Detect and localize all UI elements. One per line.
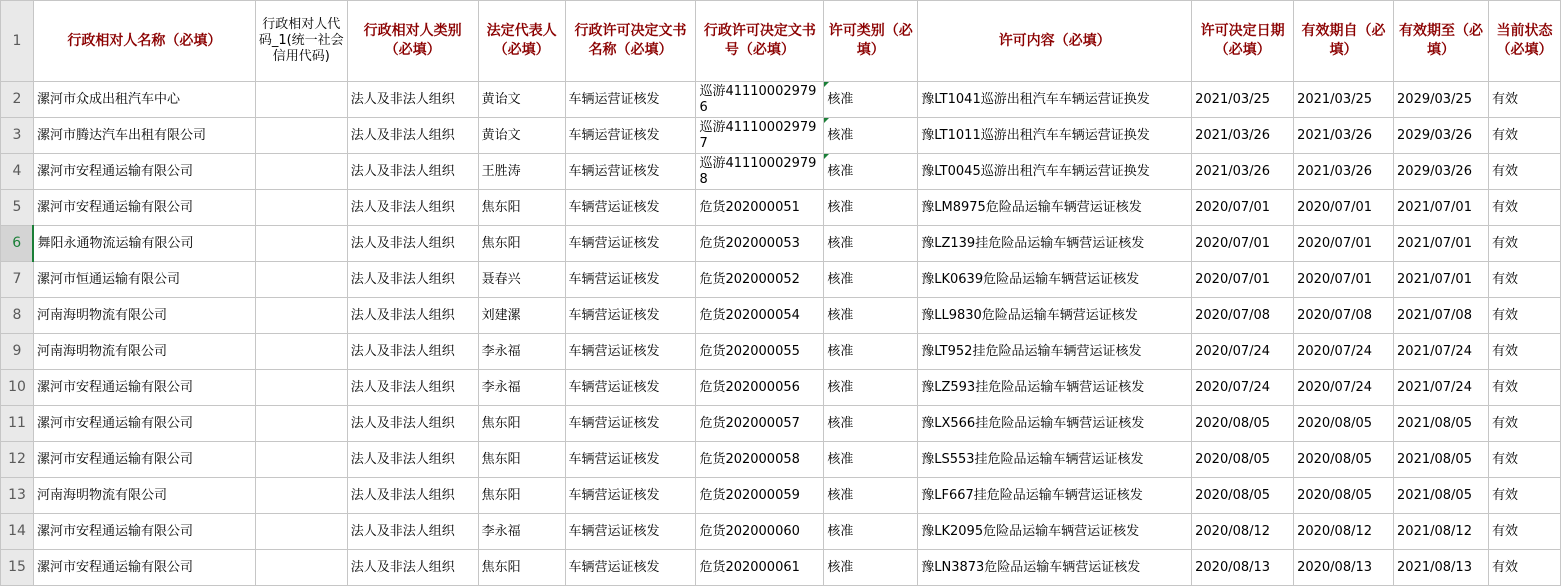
cell-rep[interactable]: 黄诒文: [478, 118, 565, 154]
row-number[interactable]: 11: [1, 406, 34, 442]
cell-content[interactable]: 豫LK0639危险品运输车辆营运证核发: [918, 262, 1192, 298]
cell-status[interactable]: 有效: [1488, 226, 1560, 262]
cell-from[interactable]: 2020/07/01: [1294, 262, 1394, 298]
cell-content[interactable]: 豫LL9830危险品运输车辆营运证核发: [918, 298, 1192, 334]
row-number[interactable]: 6: [1, 226, 34, 262]
cell-name[interactable]: 漯河市腾达汽车出租有限公司: [33, 118, 255, 154]
row-number[interactable]: 12: [1, 442, 34, 478]
cell-docno[interactable]: 危货202000058: [696, 442, 824, 478]
cell-date[interactable]: 2020/07/08: [1192, 298, 1294, 334]
cell-rep[interactable]: 李永福: [478, 334, 565, 370]
cell-to[interactable]: 2021/07/08: [1394, 298, 1489, 334]
row-number[interactable]: 2: [1, 82, 34, 118]
cell-docno[interactable]: 危货202000056: [696, 370, 824, 406]
cell-date[interactable]: 2020/08/05: [1192, 478, 1294, 514]
cell-type[interactable]: 核准: [824, 154, 918, 190]
cell-content[interactable]: 豫LF667挂危险品运输车辆营运证核发: [918, 478, 1192, 514]
cell-date[interactable]: 2020/07/01: [1192, 190, 1294, 226]
cell-name[interactable]: 漯河市安程通运输有限公司: [33, 406, 255, 442]
cell-content[interactable]: 豫LN3873危险品运输车辆营运证核发: [918, 550, 1192, 586]
cell-category[interactable]: 法人及非法人组织: [347, 334, 478, 370]
row-number[interactable]: 7: [1, 262, 34, 298]
table-row: [1, 298, 1561, 334]
cell-category[interactable]: 法人及非法人组织: [347, 550, 478, 586]
cell-doc[interactable]: 车辆营运证核发: [565, 550, 696, 586]
cell-status[interactable]: 有效: [1488, 118, 1560, 154]
row-number[interactable]: 1: [1, 1, 34, 82]
cell-rep[interactable]: 焦东阳: [478, 406, 565, 442]
cell-name[interactable]: 漯河市众成出租汽车中心: [33, 82, 255, 118]
cell-status[interactable]: 有效: [1488, 262, 1560, 298]
cell-code[interactable]: [255, 334, 347, 370]
cell-content[interactable]: 豫LS553挂危险品运输车辆营运证核发: [918, 442, 1192, 478]
header-cell-to[interactable]: 有效期至（必填）: [1394, 1, 1489, 82]
cell-type[interactable]: 核准: [824, 370, 918, 406]
cell-code[interactable]: [255, 118, 347, 154]
cell-type[interactable]: 核准: [824, 262, 918, 298]
cell-type[interactable]: 核准: [824, 82, 918, 118]
header-cell-doc[interactable]: 行政许可决定文书名称（必填）: [565, 1, 696, 82]
table-row: [1, 406, 1561, 442]
cell-content[interactable]: 豫LT1011巡游出租汽车车辆运营证换发: [918, 118, 1192, 154]
header-cell-code[interactable]: 行政相对人代码_1(统一社会信用代码): [255, 1, 347, 82]
table-row: [1, 478, 1561, 514]
cell-docno[interactable]: 危货202000052: [696, 262, 824, 298]
cell-docno[interactable]: 巡游411100029798: [696, 154, 824, 190]
cell-rep[interactable]: 焦东阳: [478, 190, 565, 226]
row-number[interactable]: 3: [1, 118, 34, 154]
table-row: [1, 334, 1561, 370]
row-number[interactable]: 14: [1, 514, 34, 550]
cell-content[interactable]: 豫LT952挂危险品运输车辆营运证核发: [918, 334, 1192, 370]
table-row: [1, 550, 1561, 586]
cell-code[interactable]: [255, 442, 347, 478]
cell-doc[interactable]: 车辆营运证核发: [565, 226, 696, 262]
table-row: [1, 118, 1561, 154]
table-row: [1, 82, 1561, 118]
cell-from[interactable]: 2020/07/01: [1294, 226, 1394, 262]
cell-type[interactable]: 核准: [824, 514, 918, 550]
cell-status[interactable]: 有效: [1488, 550, 1560, 586]
cell-category[interactable]: 法人及非法人组织: [347, 226, 478, 262]
cell-content[interactable]: 豫LT1041巡游出租汽车车辆运营证换发: [918, 82, 1192, 118]
cell-rep[interactable]: 王胜涛: [478, 154, 565, 190]
cell-code[interactable]: [255, 226, 347, 262]
cell-doc[interactable]: 车辆营运证核发: [565, 190, 696, 226]
cell-code[interactable]: [255, 82, 347, 118]
cell-name[interactable]: 河南海明物流有限公司: [33, 334, 255, 370]
header-cell-date[interactable]: 许可决定日期（必填）: [1192, 1, 1294, 82]
cell-code[interactable]: [255, 298, 347, 334]
cell-type[interactable]: 核准: [824, 334, 918, 370]
cell-docno[interactable]: 危货202000057: [696, 406, 824, 442]
cell-date[interactable]: 2021/03/26: [1192, 154, 1294, 190]
cell-date[interactable]: 2021/03/25: [1192, 82, 1294, 118]
cell-to[interactable]: 2029/03/26: [1394, 118, 1489, 154]
cell-doc[interactable]: 车辆营运证核发: [565, 298, 696, 334]
cell-rep[interactable]: 聂春兴: [478, 262, 565, 298]
cell-content[interactable]: 豫LX566挂危险品运输车辆营运证核发: [918, 406, 1192, 442]
cell-to[interactable]: 2021/08/13: [1394, 550, 1489, 586]
cell-from[interactable]: 2021/03/26: [1294, 118, 1394, 154]
cell-to[interactable]: 2021/08/05: [1394, 406, 1489, 442]
table-row: [1, 514, 1561, 550]
cell-doc[interactable]: 车辆营运证核发: [565, 406, 696, 442]
cell-name[interactable]: 河南海明物流有限公司: [33, 478, 255, 514]
cell-category[interactable]: 法人及非法人组织: [347, 370, 478, 406]
cell-docno[interactable]: 危货202000060: [696, 514, 824, 550]
cell-to[interactable]: 2021/07/24: [1394, 334, 1489, 370]
cell-from[interactable]: 2021/03/26: [1294, 154, 1394, 190]
cell-to[interactable]: 2021/07/01: [1394, 262, 1489, 298]
cell-to[interactable]: 2029/03/25: [1394, 82, 1489, 118]
row-number[interactable]: 9: [1, 334, 34, 370]
row-number[interactable]: 15: [1, 550, 34, 586]
cell-rep[interactable]: 刘建漯: [478, 298, 565, 334]
cell-from[interactable]: 2020/08/05: [1294, 442, 1394, 478]
cell-category[interactable]: 法人及非法人组织: [347, 154, 478, 190]
cell-doc[interactable]: 车辆营运证核发: [565, 442, 696, 478]
cell-category[interactable]: 法人及非法人组织: [347, 406, 478, 442]
cell-docno[interactable]: 危货202000061: [696, 550, 824, 586]
header-cell-rep[interactable]: 法定代表人（必填）: [478, 1, 565, 82]
cell-rep[interactable]: 焦东阳: [478, 478, 565, 514]
cell-name[interactable]: 漯河市安程通运输有限公司: [33, 550, 255, 586]
cell-name[interactable]: 漯河市安程通运输有限公司: [33, 190, 255, 226]
table-row: [1, 262, 1561, 298]
row-number[interactable]: 10: [1, 370, 34, 406]
cell-date[interactable]: 2020/08/05: [1192, 442, 1294, 478]
cell-code[interactable]: [255, 550, 347, 586]
cell-status[interactable]: 有效: [1488, 406, 1560, 442]
cell-to[interactable]: 2021/07/01: [1394, 226, 1489, 262]
cell-code[interactable]: [255, 154, 347, 190]
cell-date[interactable]: 2021/03/26: [1192, 118, 1294, 154]
cell-to[interactable]: 2021/07/24: [1394, 370, 1489, 406]
cell-name[interactable]: 漯河市安程通运输有限公司: [33, 154, 255, 190]
cell-docno[interactable]: 巡游411100029797: [696, 118, 824, 154]
cell-status[interactable]: 有效: [1488, 190, 1560, 226]
cell-date[interactable]: 2020/07/01: [1192, 262, 1294, 298]
cell-to[interactable]: 2021/08/12: [1394, 514, 1489, 550]
cell-category[interactable]: 法人及非法人组织: [347, 514, 478, 550]
header-cell-status[interactable]: 当前状态（必填）: [1488, 1, 1560, 82]
cell-category[interactable]: 法人及非法人组织: [347, 442, 478, 478]
cell-status[interactable]: 有效: [1488, 298, 1560, 334]
row-number[interactable]: 5: [1, 190, 34, 226]
cell-category[interactable]: 法人及非法人组织: [347, 118, 478, 154]
cell-category[interactable]: 法人及非法人组织: [347, 262, 478, 298]
header-cell-from[interactable]: 有效期自（必填）: [1294, 1, 1394, 82]
cell-content[interactable]: 豫LK2095危险品运输车辆营运证核发: [918, 514, 1192, 550]
cell-from[interactable]: 2020/08/13: [1294, 550, 1394, 586]
row-number[interactable]: 4: [1, 154, 34, 190]
cell-name[interactable]: 漯河市恒通运输有限公司: [33, 262, 255, 298]
cell-category[interactable]: 法人及非法人组织: [347, 82, 478, 118]
cell-doc[interactable]: 车辆运营证核发: [565, 118, 696, 154]
cell-content[interactable]: 豫LZ593挂危险品运输车辆营运证核发: [918, 370, 1192, 406]
cell-name[interactable]: 舞阳永通物流运输有限公司: [33, 226, 255, 262]
cell-docno[interactable]: 危货202000051: [696, 190, 824, 226]
cell-name[interactable]: 河南海明物流有限公司: [33, 298, 255, 334]
cell-docno[interactable]: 巡游411100029796: [696, 82, 824, 118]
cell-rep[interactable]: 焦东阳: [478, 226, 565, 262]
cell-status[interactable]: 有效: [1488, 334, 1560, 370]
cell-name[interactable]: 漯河市安程通运输有限公司: [33, 442, 255, 478]
cell-status[interactable]: 有效: [1488, 478, 1560, 514]
row-number[interactable]: 8: [1, 298, 34, 334]
cell-rep[interactable]: 李永福: [478, 370, 565, 406]
header-cell-category[interactable]: 行政相对人类别（必填）: [347, 1, 478, 82]
cell-from[interactable]: 2020/08/05: [1294, 406, 1394, 442]
cell-type[interactable]: 核准: [824, 406, 918, 442]
cell-from[interactable]: 2020/08/05: [1294, 478, 1394, 514]
cell-doc[interactable]: 车辆营运证核发: [565, 334, 696, 370]
table-row: [1, 226, 1561, 262]
cell-rep[interactable]: 李永福: [478, 514, 565, 550]
cell-status[interactable]: 有效: [1488, 514, 1560, 550]
table-row: [1, 442, 1561, 478]
cell-status[interactable]: 有效: [1488, 370, 1560, 406]
cell-docno[interactable]: 危货202000059: [696, 478, 824, 514]
cell-type[interactable]: 核准: [824, 298, 918, 334]
cell-date[interactable]: 2020/07/24: [1192, 334, 1294, 370]
cell-category[interactable]: 法人及非法人组织: [347, 478, 478, 514]
cell-date[interactable]: 2020/08/13: [1192, 550, 1294, 586]
cell-doc[interactable]: 车辆运营证核发: [565, 82, 696, 118]
cell-from[interactable]: 2020/07/08: [1294, 298, 1394, 334]
cell-type[interactable]: 核准: [824, 550, 918, 586]
cell-code[interactable]: [255, 370, 347, 406]
cell-type[interactable]: 核准: [824, 226, 918, 262]
cell-name[interactable]: 漯河市安程通运输有限公司: [33, 514, 255, 550]
cell-from[interactable]: 2021/03/25: [1294, 82, 1394, 118]
cell-date[interactable]: 2020/08/12: [1192, 514, 1294, 550]
cell-docno[interactable]: 危货202000054: [696, 298, 824, 334]
cell-content[interactable]: 豫LZ139挂危险品运输车辆营运证核发: [918, 226, 1192, 262]
cell-date[interactable]: 2020/07/24: [1192, 370, 1294, 406]
cell-to[interactable]: 2021/08/05: [1394, 442, 1489, 478]
cell-doc[interactable]: 车辆营运证核发: [565, 478, 696, 514]
cell-from[interactable]: 2020/08/12: [1294, 514, 1394, 550]
cell-code[interactable]: [255, 478, 347, 514]
cell-code[interactable]: [255, 190, 347, 226]
cell-from[interactable]: 2020/07/24: [1294, 370, 1394, 406]
cell-rep[interactable]: 焦东阳: [478, 442, 565, 478]
cell-code[interactable]: [255, 406, 347, 442]
cell-status[interactable]: 有效: [1488, 442, 1560, 478]
row-number[interactable]: 13: [1, 478, 34, 514]
header-cell-docno[interactable]: 行政许可决定文书号（必填）: [696, 1, 824, 82]
cell-docno[interactable]: 危货202000053: [696, 226, 824, 262]
cell-content[interactable]: 豫LT0045巡游出租汽车车辆运营证换发: [918, 154, 1192, 190]
cell-category[interactable]: 法人及非法人组织: [347, 298, 478, 334]
cell-type[interactable]: 核准: [824, 442, 918, 478]
cell-to[interactable]: 2021/07/01: [1394, 190, 1489, 226]
table-row: [1, 190, 1561, 226]
cell-type[interactable]: 核准: [824, 478, 918, 514]
cell-doc[interactable]: 车辆营运证核发: [565, 262, 696, 298]
cell-rep[interactable]: 黄诒文: [478, 82, 565, 118]
cell-date[interactable]: 2020/08/05: [1192, 406, 1294, 442]
cell-from[interactable]: 2020/07/24: [1294, 334, 1394, 370]
cell-rep[interactable]: 焦东阳: [478, 550, 565, 586]
header-row: [1, 1, 1561, 82]
cell-doc[interactable]: 车辆营运证核发: [565, 370, 696, 406]
table-row: [1, 154, 1561, 190]
cell-to[interactable]: 2021/08/05: [1394, 478, 1489, 514]
cell-status[interactable]: 有效: [1488, 154, 1560, 190]
cell-from[interactable]: 2020/07/01: [1294, 190, 1394, 226]
table-row: [1, 370, 1561, 406]
cell-type[interactable]: 核准: [824, 190, 918, 226]
cell-doc[interactable]: 车辆运营证核发: [565, 154, 696, 190]
cell-docno[interactable]: 危货202000055: [696, 334, 824, 370]
cell-code[interactable]: [255, 262, 347, 298]
cell-status[interactable]: 有效: [1488, 82, 1560, 118]
header-cell-type[interactable]: 许可类别（必填）: [824, 1, 918, 82]
cell-code[interactable]: [255, 514, 347, 550]
cell-to[interactable]: 2029/03/26: [1394, 154, 1489, 190]
cell-type[interactable]: 核准: [824, 118, 918, 154]
header-cell-content[interactable]: 许可内容（必填）: [918, 1, 1192, 82]
cell-date[interactable]: 2020/07/01: [1192, 226, 1294, 262]
cell-content[interactable]: 豫LM8975危险品运输车辆营运证核发: [918, 190, 1192, 226]
cell-doc[interactable]: 车辆营运证核发: [565, 514, 696, 550]
cell-category[interactable]: 法人及非法人组织: [347, 190, 478, 226]
header-cell-name[interactable]: 行政相对人名称（必填）: [33, 1, 255, 82]
cell-name[interactable]: 漯河市安程通运输有限公司: [33, 370, 255, 406]
